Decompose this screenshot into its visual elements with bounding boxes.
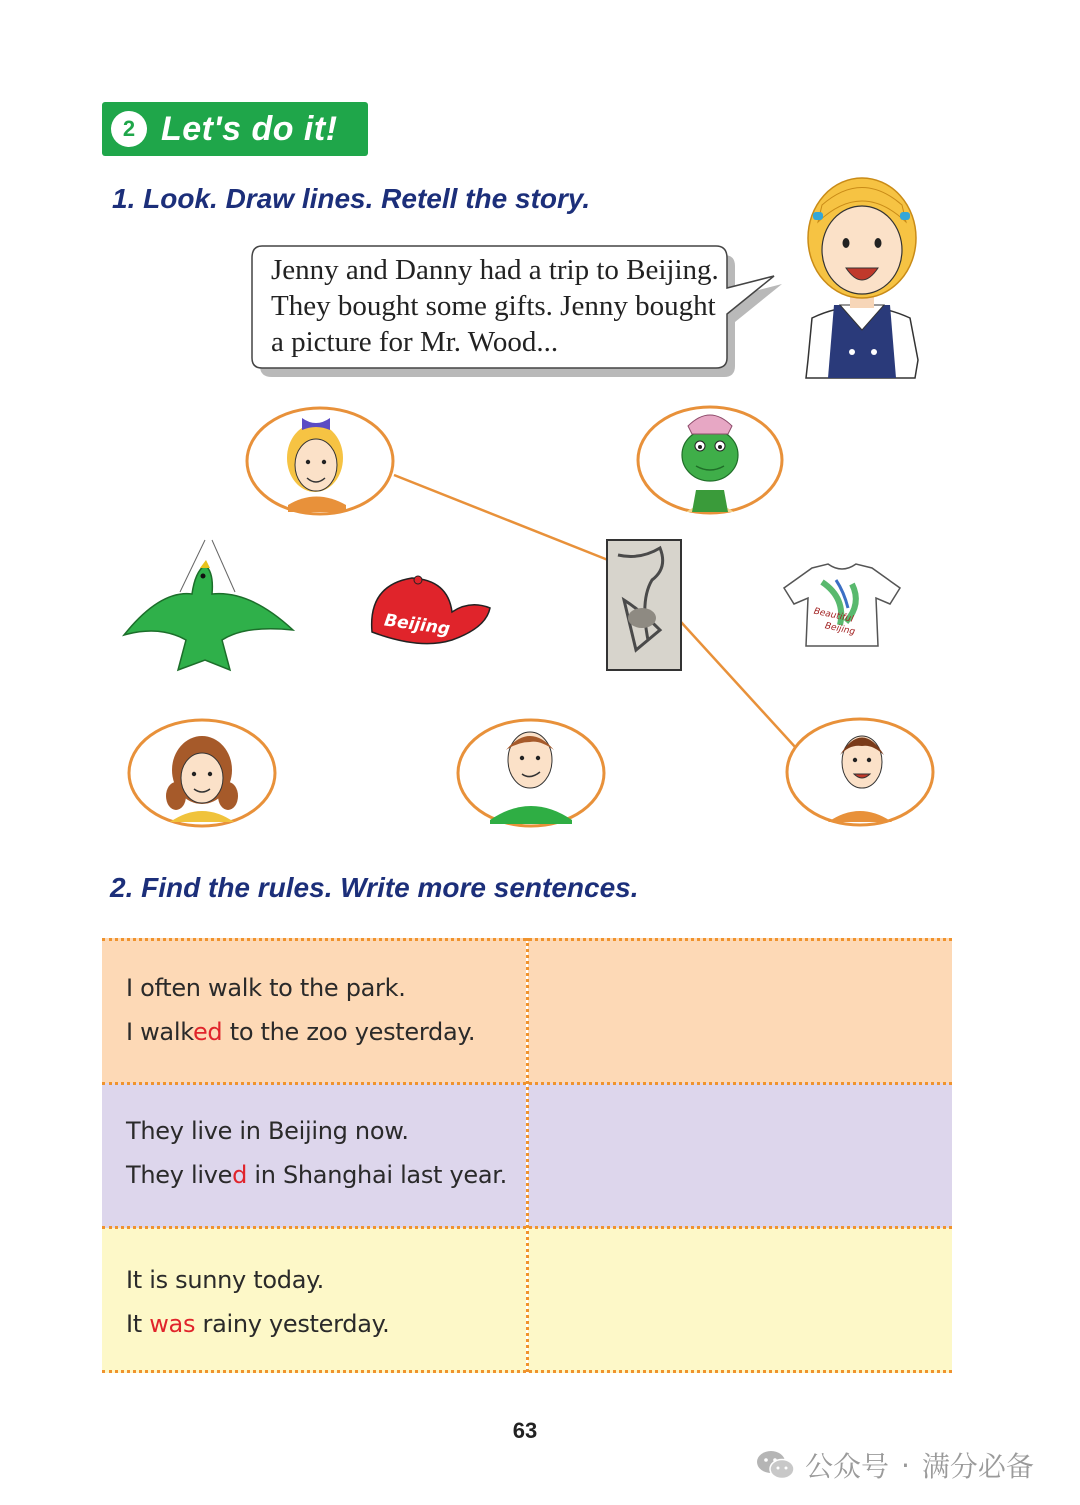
watermark-text: 满分必备 [921,1450,1034,1483]
example-cell [102,938,526,1083]
sentence-start: I walk [126,1018,193,1046]
portrait-girl-pigtails [129,720,275,826]
match-line-1 [394,475,608,560]
answer-cell[interactable] [528,1083,952,1228]
example-present: I often walk to the park. [126,974,406,1002]
answer-cell[interactable] [528,1228,952,1373]
sentence-end: rainy yesterday. [195,1310,390,1338]
sentence-end: to the zoo yesterday. [222,1018,476,1046]
watermark [755,1445,1034,1485]
sentence-end: in Shanghai last year. [247,1161,507,1189]
exercise-2-instruction: 2. Find the rules. Write more sentences. [110,872,639,903]
example-present: It is sunny today. [126,1266,324,1294]
example-past [126,1018,475,1046]
page-number: 63 [512,1418,538,1443]
sentence-start: They live [126,1161,233,1189]
example-present: They live in Beijing now. [126,1117,409,1145]
tshirt-label-line: Beijing [823,621,856,638]
portrait-jenny [247,408,393,514]
bubble-line: They bought some gifts. Jenny bought [271,290,716,322]
wechat-icon [755,1448,797,1482]
section-number: 2 [111,111,147,147]
chinese-painting-illustration [607,540,681,670]
dotted-column-divider [526,938,529,1372]
highlighted-ending: ed [192,1018,223,1046]
rules-table [102,938,952,1372]
cap-label: Beijing [382,610,452,640]
watermark-text: 公众号 [805,1450,890,1483]
example-past [126,1310,389,1338]
speech-bubble-text [271,252,721,360]
example-cell [102,1228,526,1373]
portrait-danny [787,719,933,825]
answer-cell[interactable] [528,938,952,1083]
highlighted-ending: d [232,1161,248,1189]
bubble-line: a picture for Mr. Wood... [271,326,559,358]
example-past [126,1161,507,1189]
portrait-boy-green-shirt [458,720,604,826]
sentence-start: It [126,1310,150,1338]
section-title: Let's do it! [161,109,338,148]
jenny-speaker-illustration [806,178,918,378]
highlighted-ending: was [149,1310,196,1338]
watermark-dot: · [901,1448,910,1482]
bubble-line: Jenny and Danny had a trip to Beijing. [271,254,719,286]
example-cell [102,1083,526,1228]
exercise-1-instruction: 1. Look. Draw lines. Retell the story. [112,183,591,214]
match-line-2 [681,622,796,748]
tshirt-label-line: Beautiful [812,606,855,625]
bird-kite-illustration [124,540,293,670]
portrait-dinosaur [638,407,782,513]
